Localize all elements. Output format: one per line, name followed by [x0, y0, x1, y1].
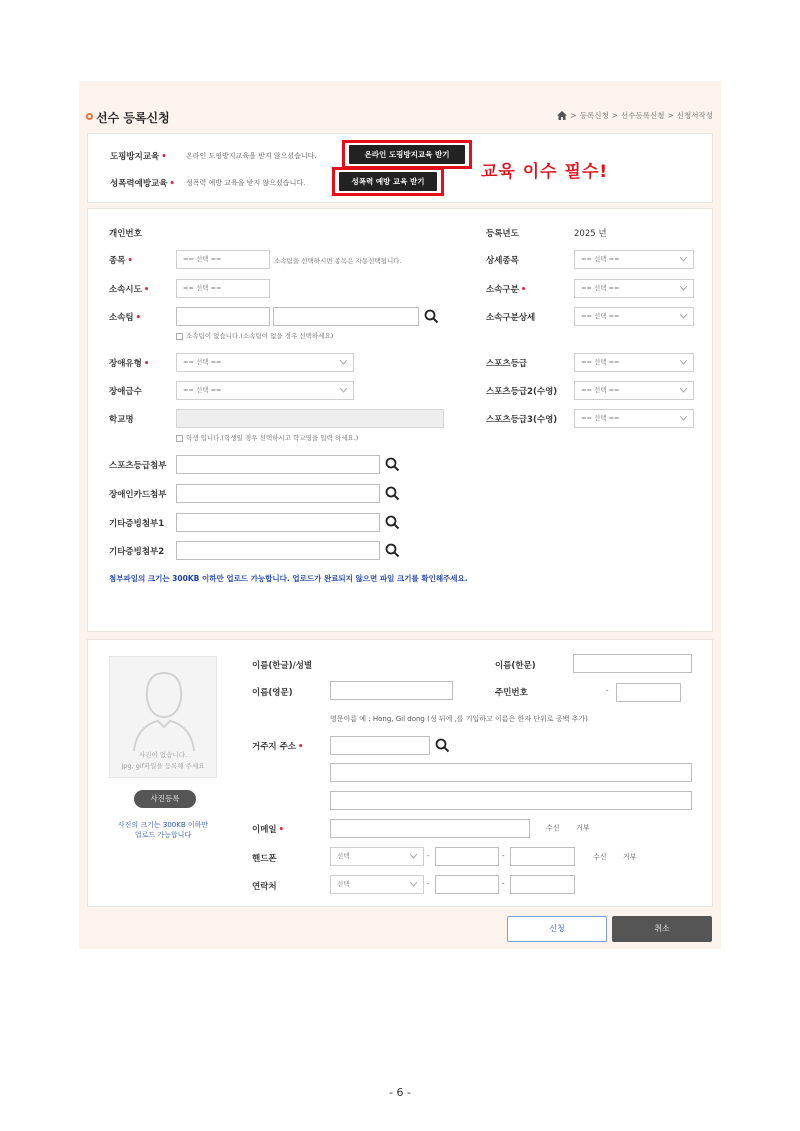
- education-section: [87, 133, 713, 203]
- sport-hint: 소속팀을 선택하시면 종목은 자동선택됩니다.: [274, 257, 402, 265]
- attachment-input[interactable]: [176, 455, 380, 474]
- detail-sport-label: 상세종목: [486, 256, 519, 266]
- address-line2-input[interactable]: [330, 791, 692, 810]
- name-english-example: 영문이름 예 : Hong, Gil dong (성 뒤에 ,를 기입하고 이름은 한자 단위로 공백 추가): [330, 715, 588, 723]
- affiliation-detail-select[interactable]: == 선택 ==: [574, 307, 694, 326]
- attachment-size-notice: 첨부파일의 크기는 300KB 이하만 업로드 가능합니다. 업로드가 완료되지 않으면 파일 크기를 확인해주세요.: [109, 574, 468, 583]
- email-input[interactable]: [330, 819, 530, 838]
- personal-profile-section: [87, 639, 713, 907]
- personal-id-label: 개인번호: [109, 229, 142, 239]
- student-checkbox[interactable]: [176, 435, 183, 442]
- registration-page: [79, 81, 721, 949]
- breadcrumb: [557, 110, 713, 121]
- athlete-info-section: [87, 208, 713, 632]
- rrn-separator: -: [606, 687, 609, 695]
- photo-placeholder: [109, 656, 217, 778]
- home-icon[interactable]: [557, 111, 567, 120]
- school-input[interactable]: [176, 409, 444, 428]
- rrn-label: 주민번호: [495, 688, 528, 698]
- affiliation-type-select[interactable]: == 선택 ==: [574, 279, 694, 298]
- breadcrumb-item: 신청서작성: [676, 111, 713, 120]
- sport-grade2-label: 스포츠등급2(수영): [486, 387, 558, 397]
- education-required-annotation: 교육 이수 필수!: [481, 162, 609, 182]
- sport-grade3-label: 스포츠등급3(수영): [486, 415, 558, 425]
- cancel-button[interactable]: 취소: [612, 916, 712, 942]
- attachment-search-icon[interactable]: [385, 543, 400, 558]
- sport-select[interactable]: == 선택 ==: [176, 250, 270, 269]
- title-bullet-icon: [86, 113, 93, 120]
- affiliation-detail-label: 소속구분상세: [486, 313, 536, 323]
- disability-grade-select[interactable]: == 선택 ==: [176, 381, 354, 400]
- doping-education-status: 온라인 도핑방지교육을 받지 않으셨습니다.: [186, 152, 317, 160]
- person-silhouette-icon: [132, 665, 196, 751]
- student-checkbox-row[interactable]: 학생 입니다.(학생일 경우 선택하시고 학교명을 입력 하세요.): [176, 433, 358, 442]
- attachment-label: 기타증빙첨부2: [109, 547, 165, 557]
- breadcrumb-separator: >: [570, 111, 577, 120]
- submit-button[interactable]: 신청: [507, 916, 607, 942]
- disability-type-label: 장애유형 •: [109, 359, 150, 369]
- attachment-label: 기타증빙첨부1: [109, 519, 165, 529]
- sexual-violence-highlight-frame: [332, 167, 444, 196]
- photo-format-text: jpg, gif파일을 등록해 주세요: [121, 762, 205, 770]
- registration-year-value: 2025 년: [574, 229, 607, 239]
- region-label: 소속시도 •: [109, 285, 150, 295]
- disability-grade-label: 장애급수: [109, 387, 142, 397]
- sport-grade3-select[interactable]: == 선택 ==: [574, 409, 694, 428]
- doping-highlight-frame: [342, 140, 472, 169]
- chevron-down-icon: [680, 286, 687, 291]
- address-line1-input[interactable]: [330, 763, 692, 782]
- doping-education-button[interactable]: 온라인 도핑방지교육 받기: [349, 145, 465, 164]
- mobile-dash: -: [502, 852, 505, 860]
- page-title: 선수 등록신청: [96, 111, 170, 125]
- breadcrumb-item[interactable]: 등록신청: [579, 111, 609, 120]
- chevron-down-icon: [680, 314, 687, 319]
- chevron-down-icon: [680, 388, 687, 393]
- disability-type-select[interactable]: == 선택 ==: [176, 353, 354, 372]
- email-receive-option[interactable]: 수신: [546, 824, 560, 832]
- attachment-search-icon[interactable]: [385, 515, 400, 530]
- chevron-down-icon: [410, 854, 417, 859]
- sport-grade2-select[interactable]: == 선택 ==: [574, 381, 694, 400]
- attachment-search-icon[interactable]: [385, 486, 400, 501]
- phone-dash: -: [427, 880, 430, 888]
- affiliation-type-label: 소속구분 •: [486, 285, 527, 295]
- detail-sport-select[interactable]: == 선택 ==: [574, 250, 694, 269]
- page-header: [79, 109, 721, 129]
- mobile-reject-option[interactable]: 거부: [623, 853, 637, 861]
- phone-middle-input[interactable]: [435, 875, 499, 894]
- chevron-down-icon: [410, 882, 417, 887]
- breadcrumb-separator: >: [611, 111, 618, 120]
- name-english-input[interactable]: [330, 681, 453, 700]
- phone-label: 연락처: [252, 882, 277, 892]
- attachment-input[interactable]: [176, 513, 380, 532]
- sport-label: 종목 •: [109, 256, 133, 266]
- no-team-checkbox-row[interactable]: 소속팀이 없습니다.(소속팀이 없을 경우 선택하세요): [176, 331, 333, 340]
- team-label: 소속팀 •: [109, 313, 142, 323]
- email-label: 이메일 •: [252, 825, 285, 835]
- team-search-icon[interactable]: [424, 309, 439, 324]
- phone-dash: -: [502, 880, 505, 888]
- team-code-input[interactable]: [176, 307, 270, 326]
- region-select[interactable]: == 선택 ==: [176, 279, 270, 298]
- name-hanja-input[interactable]: [573, 654, 692, 673]
- name-korean-label: 이름(한글)/성별: [252, 661, 313, 671]
- address-label: 거주지 주소 •: [252, 742, 304, 752]
- phone-prefix-select[interactable]: 선택: [330, 875, 424, 894]
- name-english-label: 이름(영문): [252, 688, 293, 698]
- chevron-down-icon: [680, 257, 687, 262]
- registration-year-label: 등록년도: [486, 229, 519, 239]
- team-name-input[interactable]: [273, 307, 419, 326]
- breadcrumb-item[interactable]: 선수등록신청: [620, 111, 665, 120]
- chevron-down-icon: [340, 360, 347, 365]
- address-search-icon[interactable]: [435, 738, 450, 753]
- mobile-prefix-select[interactable]: 선택: [330, 847, 424, 866]
- attachment-search-icon[interactable]: [385, 457, 400, 472]
- sport-grade-select[interactable]: == 선택 ==: [574, 353, 694, 372]
- chevron-down-icon: [680, 360, 687, 365]
- rrn-back-input[interactable]: [616, 683, 681, 702]
- attachment-input[interactable]: [176, 541, 380, 560]
- postal-code-input[interactable]: [330, 736, 430, 755]
- mobile-last-input[interactable]: [510, 847, 575, 866]
- school-label: 학교명: [109, 415, 134, 425]
- sexual-violence-education-button[interactable]: 성폭력 예방 교육 받기: [339, 172, 437, 191]
- mobile-dash: -: [427, 852, 430, 860]
- mobile-middle-input[interactable]: [435, 847, 499, 866]
- no-team-checkbox[interactable]: [176, 333, 183, 340]
- page-number: - 6 -: [389, 1086, 411, 1099]
- attachment-label: 스포츠등급첨부: [109, 461, 167, 471]
- chevron-down-icon: [680, 416, 687, 421]
- sport-grade-label: 스포츠등급: [486, 359, 528, 369]
- photo-size-note: 사진의 크기는 300KB 이하만 업로드 가능합니다: [117, 821, 209, 839]
- email-reject-option[interactable]: 거부: [576, 824, 590, 832]
- breadcrumb-separator: >: [667, 111, 674, 120]
- name-hanja-label: 이름(한문): [495, 661, 536, 671]
- doping-education-label: 도핑방지교육 •: [110, 152, 167, 162]
- chevron-down-icon: [340, 388, 347, 393]
- attachment-input[interactable]: [176, 484, 380, 503]
- photo-upload-button[interactable]: 사진등록: [134, 790, 196, 808]
- mobile-label: 핸드폰: [252, 854, 277, 864]
- sexual-violence-education-status: 성폭력 예방 교육을 받지 않으셨습니다.: [186, 179, 306, 187]
- sexual-violence-education-label: 성폭력예방교육 •: [110, 179, 175, 189]
- mobile-receive-option[interactable]: 수신: [593, 853, 607, 861]
- phone-last-input[interactable]: [510, 875, 575, 894]
- attachment-label: 장애인카드첨부: [109, 490, 167, 500]
- no-photo-text: 사진이 없습니다.: [138, 751, 188, 759]
